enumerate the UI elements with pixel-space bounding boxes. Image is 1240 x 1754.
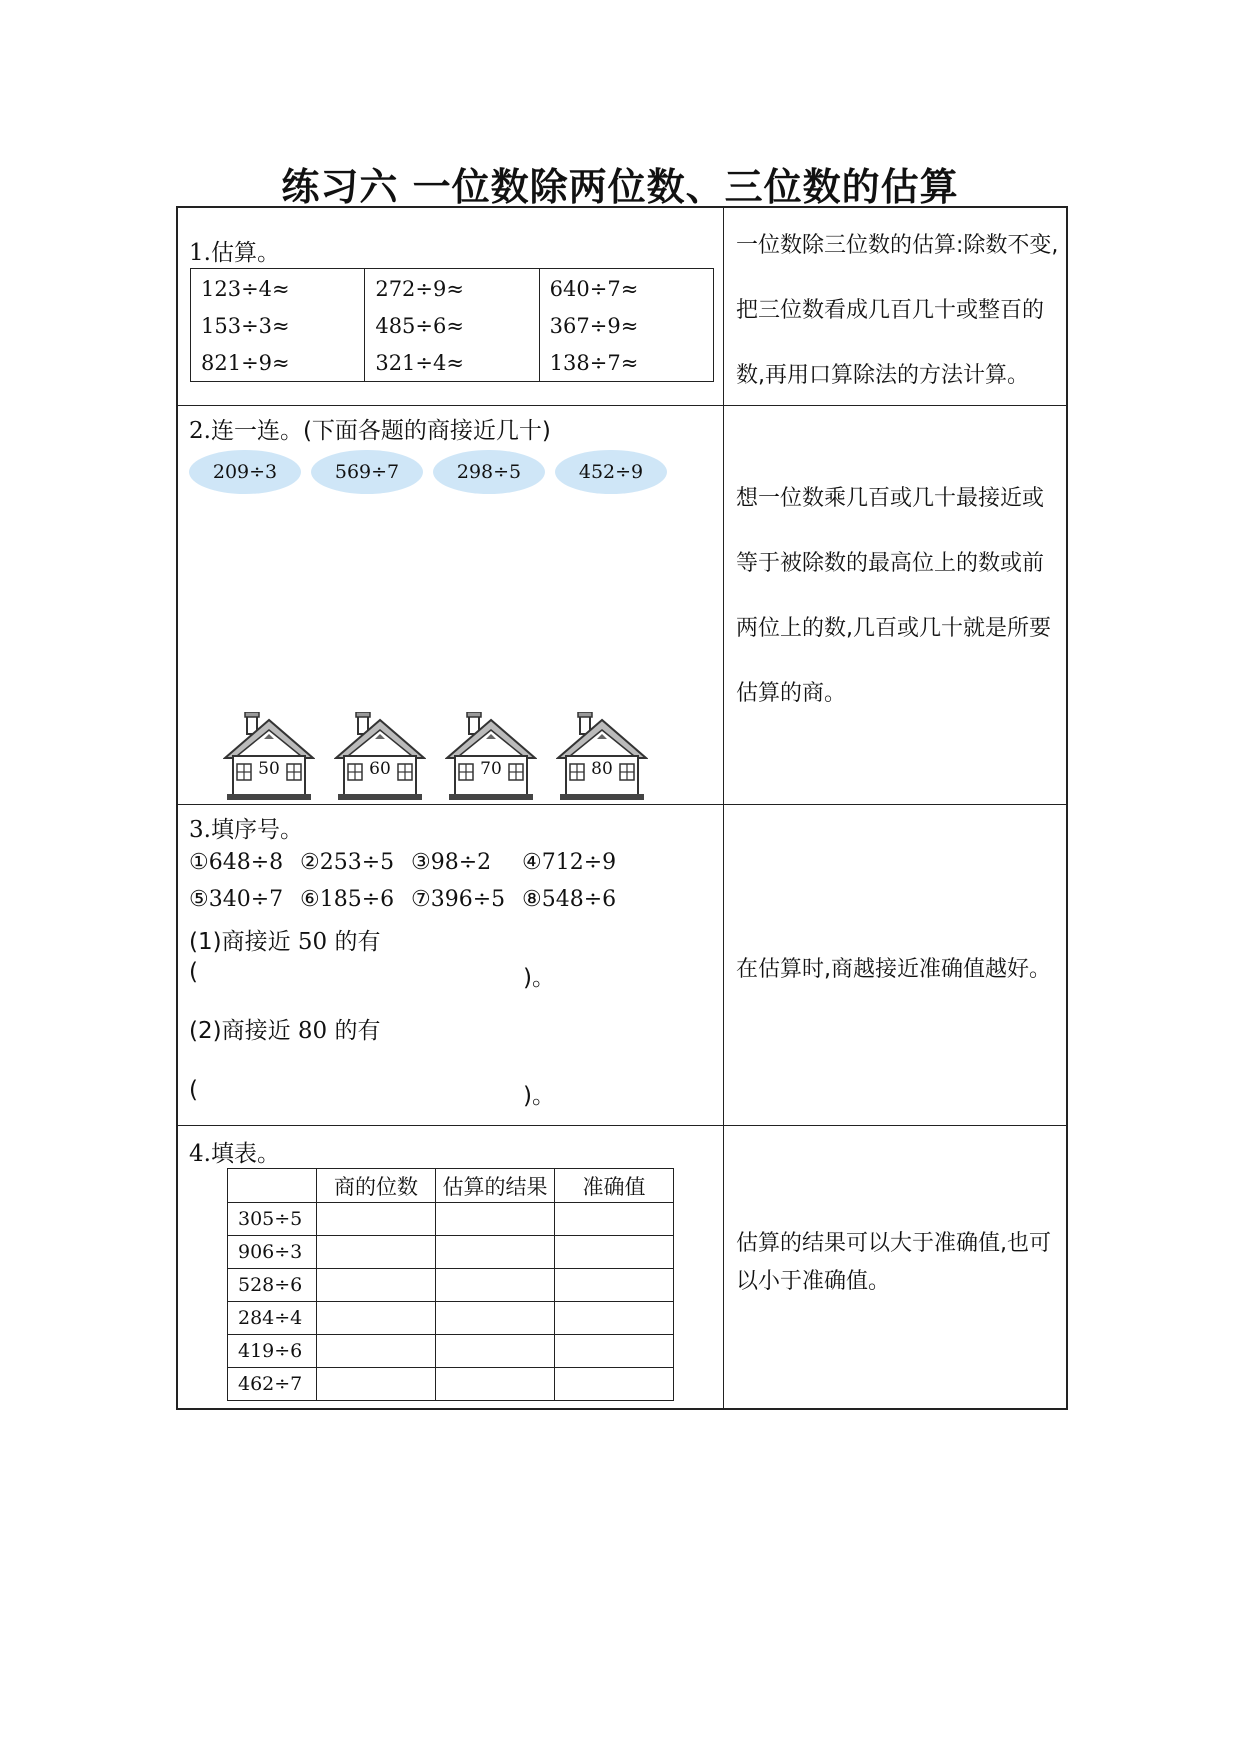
q3-cell [178, 805, 724, 1125]
q4-fill-table [227, 1168, 674, 1401]
table-row [228, 1203, 674, 1236]
q3-tip [736, 952, 1058, 983]
division-oval[interactable]: 569÷7 [311, 450, 423, 494]
q3-sub1-prefix: (1)商接近 [189, 929, 291, 955]
table-header-row [228, 1169, 674, 1203]
estimate-cell[interactable] [436, 1236, 555, 1269]
q1-tip-cell [724, 208, 1066, 405]
q1-column [365, 269, 539, 381]
estimate-cell[interactable] [436, 1269, 555, 1302]
answer-open-paren: ( [189, 1077, 198, 1103]
worksheet-table [176, 206, 1068, 1410]
q1-item: 640÷7≈ [549, 277, 639, 301]
q3-option: ⑤340÷7 [189, 887, 284, 912]
q3-tip-cell [724, 805, 1066, 1125]
table-row [228, 1302, 674, 1335]
row-q4 [178, 1126, 1066, 1410]
q1-item: 321÷4≈ [375, 351, 464, 375]
q1-column [191, 269, 365, 381]
estimate-cell[interactable] [436, 1302, 555, 1335]
q1-item: 153÷3≈ [201, 314, 290, 338]
q1-item: 272÷9≈ [375, 277, 464, 301]
q2-tip-cell [724, 406, 1066, 804]
row-expression: 419÷6 [228, 1335, 317, 1368]
tip-line: 数,再用口算除法的方法计算。 [736, 363, 1029, 388]
house-target[interactable] [334, 712, 426, 802]
house-label: 50 [258, 759, 280, 779]
division-oval[interactable]: 209÷3 [189, 450, 301, 494]
q3-option: ②253÷5 [300, 850, 395, 875]
row-q2 [178, 406, 1066, 805]
row-expression: 284÷4 [228, 1302, 317, 1335]
row-expression: 305÷5 [228, 1203, 317, 1236]
table-row [228, 1335, 674, 1368]
tip-line: 以小于准确值。 [736, 1269, 891, 1294]
q3-title [189, 811, 303, 844]
q3-answer-blank-2[interactable] [204, 1077, 519, 1109]
q2-title [189, 412, 551, 445]
tip-line: 估算的商。 [736, 681, 847, 706]
q3-label: 填序号。 [210, 817, 303, 843]
estimate-cell[interactable] [436, 1203, 555, 1236]
q4-label: 填表。 [210, 1141, 280, 1167]
house-target[interactable] [223, 712, 315, 802]
q2-tip [736, 481, 1058, 707]
page-title: 练习六 一位数除两位数、三位数的估算 [281, 165, 959, 209]
q3-number: 3. [189, 817, 211, 843]
tip-line: 一位数除三位数的估算:除数不变, [736, 233, 1059, 258]
q3-option: ⑥185÷6 [300, 887, 395, 912]
digits-cell[interactable] [317, 1236, 436, 1269]
q4-number: 4. [189, 1141, 211, 1167]
house-icon [445, 712, 537, 802]
answer-open-paren: ( [189, 959, 198, 985]
q2-number: 2. [189, 418, 211, 444]
q3-option: ⑦396÷5 [411, 887, 506, 912]
q3-answer-blank-1[interactable] [204, 959, 519, 991]
exact-cell[interactable] [555, 1368, 674, 1401]
q3-sub1 [189, 923, 381, 956]
q3-sub2-prefix: (2)商接近 [189, 1018, 291, 1044]
q1-title [189, 234, 280, 267]
q1-estimate-grid [190, 268, 714, 382]
row-expression: 528÷6 [228, 1269, 317, 1302]
division-oval[interactable]: 298÷5 [433, 450, 545, 494]
answer-close-paren: )。 [523, 965, 555, 991]
table-header: 商的位数 [317, 1169, 436, 1203]
digits-cell[interactable] [317, 1269, 436, 1302]
table-header: 估算的结果 [436, 1169, 555, 1203]
division-oval[interactable]: 452÷9 [555, 450, 667, 494]
answer-close-paren: )。 [523, 1083, 555, 1109]
tip-line: 两位上的数,几百或几十就是所要 [736, 616, 1051, 641]
exact-cell[interactable] [555, 1269, 674, 1302]
table-header [228, 1169, 317, 1203]
q1-item: 367÷9≈ [549, 314, 639, 338]
house-icon [556, 712, 648, 802]
tip-line: 估算的结果可以大于准确值,也可 [736, 1231, 1051, 1256]
q3-option: ⑧548÷6 [522, 887, 617, 912]
house-icon [223, 712, 315, 802]
digits-cell[interactable] [317, 1335, 436, 1368]
tip-line: 把三位数看成几百几十或整百的 [736, 298, 1045, 323]
q1-item: 123÷4≈ [201, 277, 290, 301]
house-label: 80 [591, 759, 613, 779]
q1-number: 1. [189, 240, 211, 266]
estimate-cell[interactable] [436, 1368, 555, 1401]
tip-line: 在估算时,商越接近准确值越好。 [736, 957, 1051, 982]
q1-tip [736, 228, 1058, 389]
row-q3 [178, 805, 1066, 1126]
q4-tip [736, 1226, 1058, 1295]
row-expression: 462÷7 [228, 1368, 317, 1401]
q3-options-row [189, 850, 633, 875]
house-icon [334, 712, 426, 802]
q3-sub2 [189, 1012, 381, 1045]
q2-cell [178, 406, 724, 804]
q3-options-row [189, 887, 633, 912]
tip-line: 等于被除数的最高位上的数或前 [736, 551, 1045, 576]
q4-title [189, 1135, 280, 1168]
q3-sub2-suffix: 的有 [334, 1018, 381, 1044]
q3-option: ①648÷8 [189, 850, 284, 875]
q1-item: 485÷6≈ [375, 314, 464, 338]
q1-item: 138÷7≈ [549, 351, 639, 375]
q1-cell [178, 208, 724, 405]
exact-cell[interactable] [555, 1335, 674, 1368]
tip-line: 想一位数乘几百或几十最接近或 [736, 486, 1045, 511]
q1-column [540, 269, 713, 381]
q3-sub2-number: 80 [297, 1018, 328, 1044]
exact-cell[interactable] [555, 1203, 674, 1236]
exact-cell[interactable] [555, 1302, 674, 1335]
q3-option: ③98÷2 [411, 850, 492, 875]
q1-item: 821÷9≈ [201, 351, 290, 375]
house-label: 60 [369, 759, 391, 779]
digits-cell[interactable] [317, 1302, 436, 1335]
table-row [228, 1368, 674, 1401]
q3-option: ④712÷9 [522, 850, 617, 875]
exact-cell[interactable] [555, 1236, 674, 1269]
q3-sub1-suffix: 的有 [334, 929, 381, 955]
q1-label: 估算。 [210, 240, 280, 266]
q3-sub1-number: 50 [297, 929, 328, 955]
digits-cell[interactable] [317, 1203, 436, 1236]
table-row [228, 1269, 674, 1302]
table-row [228, 1236, 674, 1269]
house-target[interactable] [445, 712, 537, 802]
q2-label: 连一连。(下面各题的商接近几十) [210, 418, 551, 444]
house-label: 70 [480, 759, 502, 779]
house-target[interactable] [556, 712, 648, 802]
estimate-cell[interactable] [436, 1335, 555, 1368]
q4-cell [178, 1126, 724, 1410]
row-expression: 906÷3 [228, 1236, 317, 1269]
row-q1 [178, 208, 1066, 406]
table-header: 准确值 [555, 1169, 674, 1203]
q4-tip-cell [724, 1126, 1066, 1410]
digits-cell[interactable] [317, 1368, 436, 1401]
